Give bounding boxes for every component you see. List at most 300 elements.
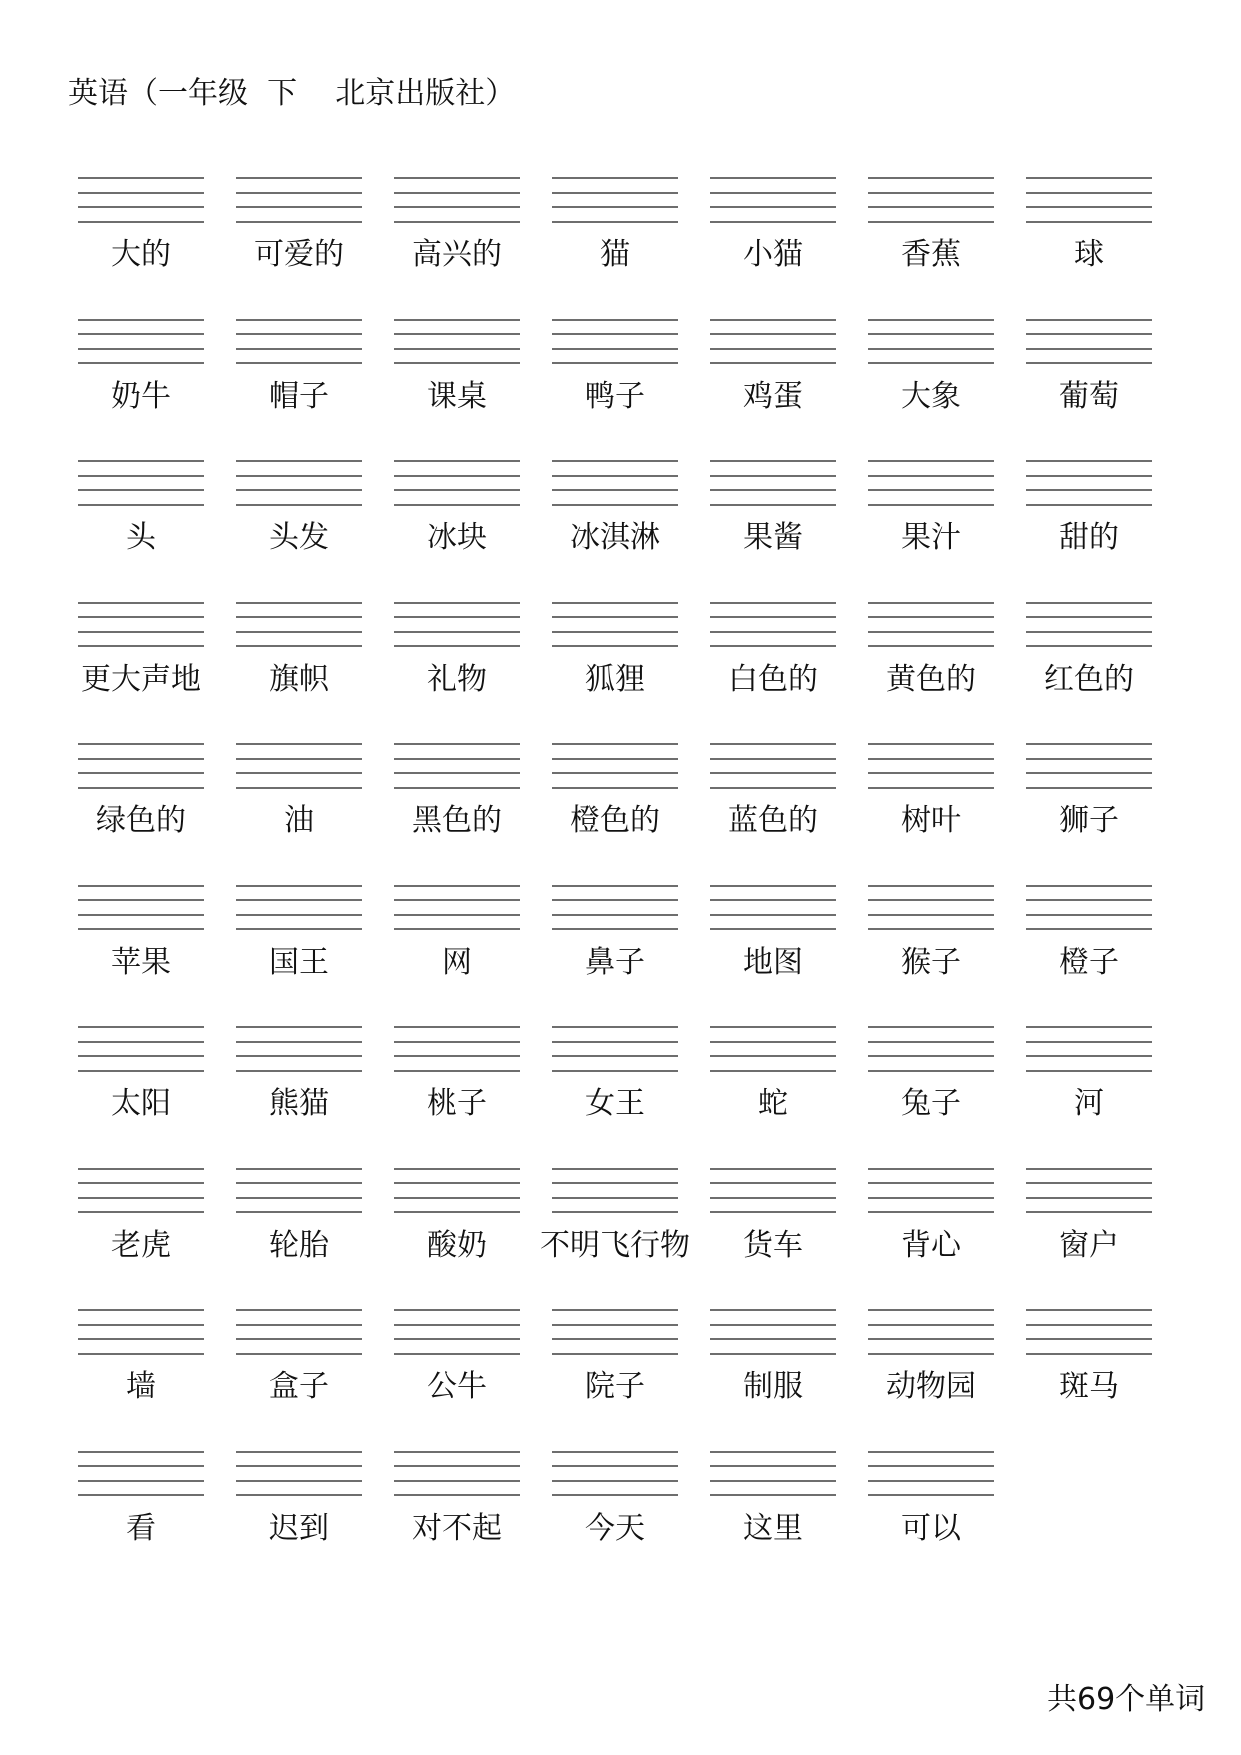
writing-line xyxy=(1026,475,1152,477)
writing-lines xyxy=(710,743,836,791)
writing-line xyxy=(868,1197,994,1199)
writing-line xyxy=(710,743,836,745)
word-cell xyxy=(710,602,836,732)
writing-lines xyxy=(1026,1026,1152,1074)
writing-line xyxy=(394,928,520,930)
writing-line xyxy=(868,1309,994,1311)
writing-line xyxy=(236,914,362,916)
writing-line xyxy=(552,885,678,887)
writing-line xyxy=(552,602,678,604)
word-label: 动物园 xyxy=(886,1369,976,1404)
writing-line xyxy=(236,1055,362,1057)
writing-line xyxy=(1026,362,1152,364)
writing-line xyxy=(868,631,994,633)
word-label: 蓝色的 xyxy=(728,803,818,838)
writing-line xyxy=(78,914,204,916)
writing-line xyxy=(710,1055,836,1057)
word-label: 葡萄 xyxy=(1059,378,1119,414)
writing-lines xyxy=(1026,885,1152,933)
word-cell xyxy=(1026,1309,1152,1439)
word-label: 狮子 xyxy=(1059,803,1119,838)
word-label: 公牛 xyxy=(427,1369,487,1404)
writing-line xyxy=(710,1353,836,1355)
writing-line xyxy=(710,899,836,901)
writing-line xyxy=(394,758,520,760)
writing-line xyxy=(394,743,520,745)
writing-line xyxy=(552,475,678,477)
writing-line xyxy=(394,1070,520,1072)
word-label: 熊猫 xyxy=(269,1086,329,1121)
word-label: 狐狸 xyxy=(585,661,645,697)
writing-line xyxy=(1026,489,1152,491)
writing-lines xyxy=(1026,1309,1152,1357)
writing-line xyxy=(394,1353,520,1355)
word-label: 旗帜 xyxy=(269,661,329,697)
writing-lines xyxy=(552,460,678,508)
writing-line xyxy=(552,1338,678,1340)
writing-line xyxy=(78,348,204,350)
writing-line xyxy=(394,602,520,604)
word-cell xyxy=(78,319,204,449)
writing-line xyxy=(394,1309,520,1311)
writing-lines xyxy=(78,1309,204,1357)
writing-line xyxy=(710,928,836,930)
word-label: 老虎 xyxy=(111,1227,171,1263)
writing-lines xyxy=(552,885,678,933)
writing-line xyxy=(1026,1338,1152,1340)
word-cell xyxy=(236,1309,362,1439)
writing-line xyxy=(868,206,994,208)
writing-line xyxy=(394,1480,520,1482)
writing-line xyxy=(394,1041,520,1043)
writing-lines xyxy=(394,743,520,791)
writing-line xyxy=(552,743,678,745)
word-cell xyxy=(1026,885,1152,1015)
writing-lines xyxy=(394,1026,520,1074)
writing-line xyxy=(78,1324,204,1326)
word-label: 果汁 xyxy=(901,520,961,555)
word-label: 帽子 xyxy=(269,378,329,414)
writing-line xyxy=(552,1309,678,1311)
word-cell xyxy=(552,1309,678,1439)
writing-lines xyxy=(394,460,520,508)
writing-line xyxy=(710,885,836,887)
writing-line xyxy=(710,504,836,506)
writing-lines xyxy=(78,1451,204,1499)
writing-line xyxy=(552,489,678,491)
writing-line xyxy=(868,1168,994,1170)
word-cell xyxy=(1026,1026,1152,1156)
writing-line xyxy=(552,1182,678,1184)
writing-lines xyxy=(710,1026,836,1074)
word-cell xyxy=(710,319,836,449)
word-label: 球 xyxy=(1074,237,1104,272)
writing-line xyxy=(710,1494,836,1496)
writing-line xyxy=(710,221,836,223)
word-cell xyxy=(236,602,362,732)
writing-line xyxy=(868,645,994,647)
writing-line xyxy=(236,1197,362,1199)
writing-line xyxy=(868,787,994,789)
writing-line xyxy=(552,787,678,789)
writing-line xyxy=(552,460,678,462)
word-label: 可以 xyxy=(901,1510,961,1546)
writing-line xyxy=(868,1041,994,1043)
writing-line xyxy=(710,1309,836,1311)
writing-line xyxy=(710,602,836,604)
writing-line xyxy=(78,928,204,930)
writing-line xyxy=(868,1055,994,1057)
writing-lines xyxy=(394,1309,520,1357)
writing-line xyxy=(868,616,994,618)
writing-line xyxy=(1026,645,1152,647)
writing-line xyxy=(1026,914,1152,916)
writing-line xyxy=(710,1211,836,1213)
writing-line xyxy=(552,1041,678,1043)
writing-lines xyxy=(236,177,362,225)
writing-line xyxy=(236,1353,362,1355)
writing-line xyxy=(1026,348,1152,350)
writing-lines xyxy=(394,319,520,367)
writing-line xyxy=(868,362,994,364)
word-label: 酸奶 xyxy=(427,1227,487,1263)
word-cell xyxy=(710,885,836,1015)
writing-line xyxy=(394,1465,520,1467)
word-label: 绿色的 xyxy=(96,803,186,838)
word-label: 盒子 xyxy=(269,1369,329,1404)
writing-lines xyxy=(236,743,362,791)
writing-line xyxy=(710,645,836,647)
word-cell xyxy=(868,602,994,732)
writing-lines xyxy=(1026,1168,1152,1216)
word-label: 斑马 xyxy=(1059,1369,1119,1404)
writing-line xyxy=(710,460,836,462)
writing-line xyxy=(394,616,520,618)
writing-line xyxy=(710,787,836,789)
writing-line xyxy=(868,772,994,774)
writing-lines xyxy=(710,1451,836,1499)
writing-line xyxy=(236,772,362,774)
word-label: 白色的 xyxy=(728,661,818,697)
word-cell xyxy=(78,1026,204,1156)
word-cell xyxy=(710,743,836,873)
word-cell xyxy=(394,1026,520,1156)
writing-lines xyxy=(236,602,362,650)
writing-line xyxy=(868,1211,994,1213)
writing-line xyxy=(78,475,204,477)
writing-line xyxy=(394,1168,520,1170)
word-label: 女王 xyxy=(585,1086,645,1121)
word-label: 背心 xyxy=(901,1227,961,1263)
writing-line xyxy=(868,192,994,194)
writing-line xyxy=(236,885,362,887)
word-label: 鸡蛋 xyxy=(743,378,803,414)
word-cell xyxy=(868,1026,994,1156)
writing-line xyxy=(394,362,520,364)
word-label: 大的 xyxy=(111,237,171,272)
writing-line xyxy=(710,1070,836,1072)
word-label: 鸭子 xyxy=(585,378,645,414)
writing-line xyxy=(868,1338,994,1340)
writing-line xyxy=(552,1324,678,1326)
word-cell xyxy=(236,1168,362,1298)
writing-line xyxy=(78,1480,204,1482)
word-label: 制服 xyxy=(743,1369,803,1404)
writing-line xyxy=(394,489,520,491)
writing-line xyxy=(710,1324,836,1326)
writing-line xyxy=(78,743,204,745)
word-cell xyxy=(868,177,994,307)
word-label: 果酱 xyxy=(743,520,803,555)
writing-line xyxy=(710,1041,836,1043)
word-label: 网 xyxy=(442,944,472,980)
word-label: 猴子 xyxy=(901,944,961,980)
writing-line xyxy=(78,1465,204,1467)
word-label: 蛇 xyxy=(758,1086,788,1121)
writing-line xyxy=(868,1070,994,1072)
writing-line xyxy=(710,914,836,916)
word-label: 鼻子 xyxy=(585,944,645,980)
writing-line xyxy=(552,631,678,633)
word-label: 冰块 xyxy=(427,520,487,555)
word-label: 黑色的 xyxy=(412,803,502,838)
writing-line xyxy=(394,1182,520,1184)
writing-lines xyxy=(710,319,836,367)
writing-line xyxy=(394,1026,520,1028)
writing-line xyxy=(1026,1353,1152,1355)
writing-lines xyxy=(868,319,994,367)
writing-line xyxy=(236,1338,362,1340)
writing-line xyxy=(78,1026,204,1028)
writing-lines xyxy=(552,1451,678,1499)
word-label: 兔子 xyxy=(901,1086,961,1121)
writing-line xyxy=(868,319,994,321)
writing-lines xyxy=(1026,460,1152,508)
word-cell xyxy=(552,885,678,1015)
word-cell xyxy=(394,743,520,873)
word-cell xyxy=(236,460,362,590)
writing-line xyxy=(710,192,836,194)
word-cell xyxy=(1026,319,1152,449)
writing-lines xyxy=(1026,743,1152,791)
writing-line xyxy=(394,504,520,506)
writing-line xyxy=(1026,1070,1152,1072)
writing-lines xyxy=(710,1168,836,1216)
writing-line xyxy=(78,1041,204,1043)
writing-line xyxy=(394,319,520,321)
writing-line xyxy=(236,1480,362,1482)
writing-line xyxy=(78,616,204,618)
writing-line xyxy=(710,616,836,618)
writing-line xyxy=(236,1451,362,1453)
word-label: 树叶 xyxy=(901,803,961,838)
writing-line xyxy=(394,899,520,901)
writing-line xyxy=(552,348,678,350)
writing-line xyxy=(236,602,362,604)
writing-line xyxy=(710,206,836,208)
writing-line xyxy=(78,645,204,647)
writing-line xyxy=(1026,1026,1152,1028)
writing-line xyxy=(394,787,520,789)
writing-line xyxy=(552,772,678,774)
writing-line xyxy=(710,177,836,179)
writing-line xyxy=(78,206,204,208)
writing-line xyxy=(1026,758,1152,760)
word-label: 院子 xyxy=(585,1369,645,1404)
writing-line xyxy=(236,1494,362,1496)
word-cell xyxy=(236,319,362,449)
word-cell xyxy=(710,177,836,307)
word-cell xyxy=(78,1309,204,1439)
word-label: 头 xyxy=(126,520,156,555)
writing-lines xyxy=(394,602,520,650)
word-cell xyxy=(868,1309,994,1439)
word-label: 这里 xyxy=(743,1510,803,1546)
writing-line xyxy=(552,1353,678,1355)
writing-line xyxy=(710,362,836,364)
writing-line xyxy=(552,914,678,916)
word-cell xyxy=(236,743,362,873)
writing-line xyxy=(78,772,204,774)
writing-line xyxy=(236,645,362,647)
writing-line xyxy=(868,899,994,901)
writing-lines xyxy=(868,885,994,933)
writing-line xyxy=(1026,928,1152,930)
writing-line xyxy=(78,1055,204,1057)
writing-line xyxy=(236,348,362,350)
writing-line xyxy=(1026,333,1152,335)
writing-line xyxy=(78,631,204,633)
writing-line xyxy=(78,758,204,760)
word-label: 看 xyxy=(126,1510,156,1546)
writing-line xyxy=(1026,192,1152,194)
word-cell xyxy=(710,1451,836,1581)
writing-line xyxy=(552,221,678,223)
writing-lines xyxy=(552,319,678,367)
word-cell xyxy=(552,1451,678,1581)
writing-lines xyxy=(78,885,204,933)
writing-lines xyxy=(394,885,520,933)
writing-line xyxy=(868,928,994,930)
writing-line xyxy=(1026,616,1152,618)
word-cell xyxy=(236,1026,362,1156)
writing-line xyxy=(1026,631,1152,633)
writing-line xyxy=(1026,1168,1152,1170)
writing-line xyxy=(1026,1041,1152,1043)
writing-line xyxy=(236,206,362,208)
word-label: 冰淇淋 xyxy=(570,520,660,555)
writing-line xyxy=(1026,1182,1152,1184)
writing-line xyxy=(236,333,362,335)
word-cell xyxy=(710,1026,836,1156)
writing-line xyxy=(1026,177,1152,179)
word-label: 墙 xyxy=(126,1369,156,1404)
writing-lines xyxy=(236,319,362,367)
writing-lines xyxy=(394,1451,520,1499)
writing-lines xyxy=(1026,319,1152,367)
writing-line xyxy=(236,319,362,321)
word-cell xyxy=(78,885,204,1015)
word-cell xyxy=(552,1026,678,1156)
writing-line xyxy=(394,1055,520,1057)
word-cell xyxy=(540,1168,690,1298)
writing-line xyxy=(236,1465,362,1467)
writing-line xyxy=(394,475,520,477)
writing-line xyxy=(552,928,678,930)
word-cell xyxy=(78,1168,204,1298)
writing-line xyxy=(394,1211,520,1213)
writing-line xyxy=(868,602,994,604)
word-cell xyxy=(1026,1168,1152,1298)
word-cell xyxy=(78,743,204,873)
writing-lines xyxy=(710,177,836,225)
writing-lines xyxy=(868,602,994,650)
word-cell xyxy=(868,1168,994,1298)
writing-line xyxy=(868,758,994,760)
writing-line xyxy=(78,460,204,462)
writing-line xyxy=(236,787,362,789)
writing-line xyxy=(1026,602,1152,604)
writing-line xyxy=(710,333,836,335)
writing-line xyxy=(552,504,678,506)
writing-line xyxy=(394,192,520,194)
writing-line xyxy=(78,1451,204,1453)
word-cell xyxy=(1026,460,1152,590)
writing-line xyxy=(710,319,836,321)
writing-line xyxy=(78,333,204,335)
word-label: 轮胎 xyxy=(269,1227,329,1263)
writing-line xyxy=(1026,1309,1152,1311)
word-cell xyxy=(394,177,520,307)
word-label: 今天 xyxy=(585,1510,645,1546)
writing-line xyxy=(868,489,994,491)
writing-line xyxy=(394,1338,520,1340)
writing-line xyxy=(236,616,362,618)
writing-line xyxy=(394,645,520,647)
writing-line xyxy=(1026,787,1152,789)
writing-line xyxy=(236,192,362,194)
word-label: 可爱的 xyxy=(254,237,344,272)
writing-line xyxy=(78,221,204,223)
writing-line xyxy=(552,206,678,208)
word-cell xyxy=(394,1451,520,1581)
word-label: 黄色的 xyxy=(886,661,976,697)
writing-line xyxy=(868,348,994,350)
writing-line xyxy=(236,1211,362,1213)
word-cell xyxy=(868,319,994,449)
word-cell xyxy=(552,177,678,307)
writing-line xyxy=(710,1197,836,1199)
word-label: 礼物 xyxy=(427,661,487,697)
writing-line xyxy=(236,475,362,477)
writing-line xyxy=(552,333,678,335)
writing-lines xyxy=(236,1026,362,1074)
writing-line xyxy=(78,1197,204,1199)
writing-line xyxy=(868,1494,994,1496)
word-label: 地图 xyxy=(743,944,803,980)
word-cell xyxy=(236,885,362,1015)
writing-line xyxy=(78,1211,204,1213)
writing-lines xyxy=(394,177,520,225)
writing-lines xyxy=(552,177,678,225)
writing-line xyxy=(868,475,994,477)
writing-line xyxy=(552,1211,678,1213)
writing-lines xyxy=(868,177,994,225)
writing-line xyxy=(1026,319,1152,321)
writing-line xyxy=(78,787,204,789)
writing-lines xyxy=(868,1451,994,1499)
writing-line xyxy=(552,192,678,194)
